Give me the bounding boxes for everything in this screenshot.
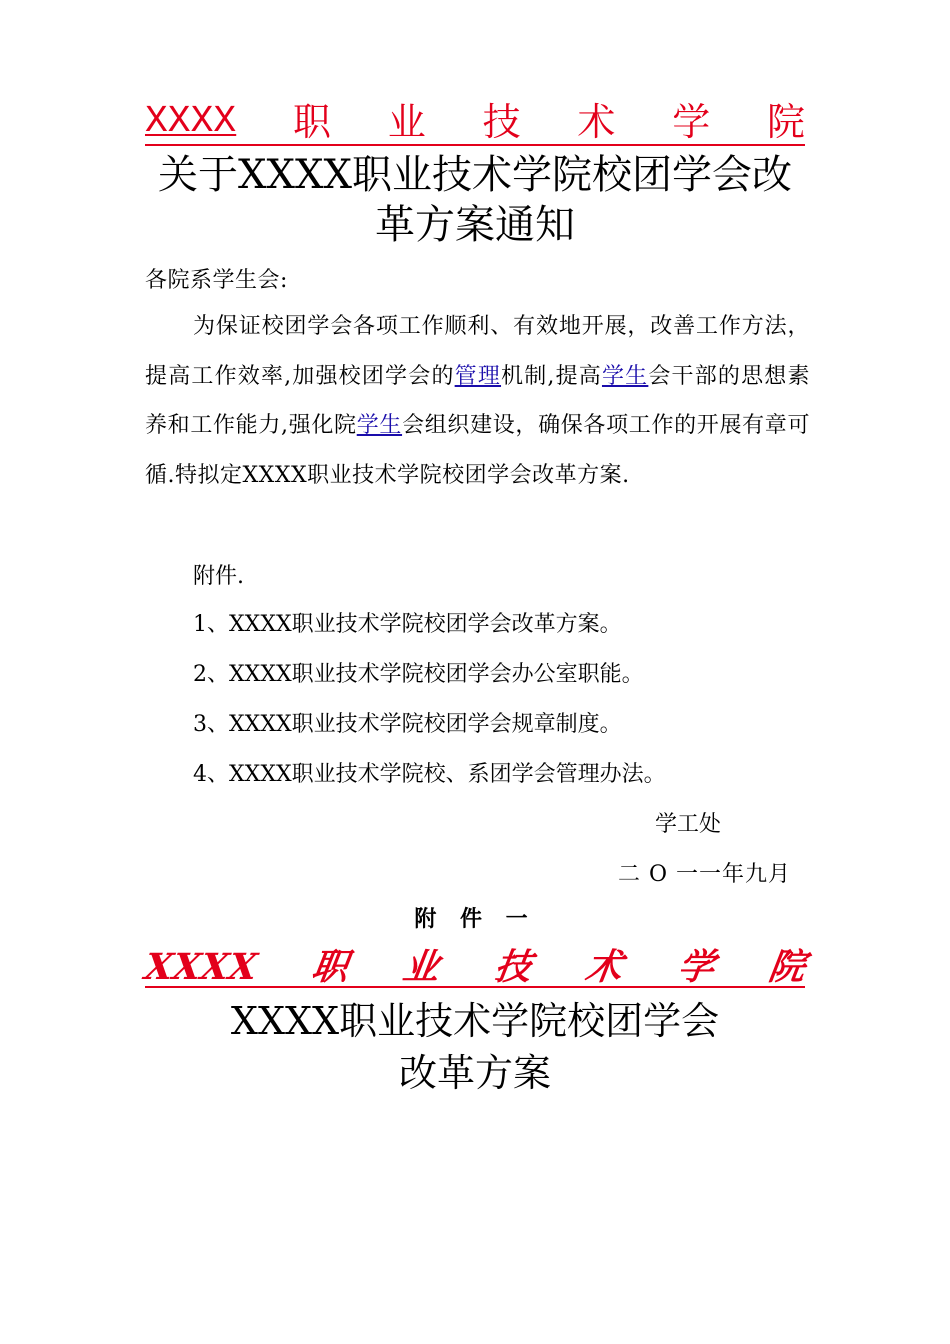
- letterhead-annex: [142, 946, 808, 988]
- notice-body: [145, 302, 810, 500]
- signature-department: 学工处: [655, 812, 722, 837]
- notice-title-line2: 革方案通知: [375, 202, 575, 248]
- attachment-item: 2、XXXX职业技术学院校团学会办公室职能。: [193, 662, 644, 687]
- letterhead-char: 技: [482, 100, 521, 144]
- letterhead-top: [145, 98, 805, 146]
- body-text-3: 会干部的思想素养和工作能力,强化院: [145, 363, 810, 438]
- notice-title: [145, 150, 805, 250]
- attachment-item: 3、XXXX职业技术学院校团学会规章制度。: [193, 712, 622, 737]
- link-student[interactable]: 学生: [601, 363, 649, 389]
- attachments-label: 附件.: [193, 564, 244, 589]
- letterhead-char: 院: [766, 100, 805, 144]
- body-text-1: 为保证校团学会各项工作顺利、有效地开展，改善工作方法，提高工作效率,加强校团学会的: [145, 314, 810, 389]
- body-text-4: 会组织建设，确保各项工作的开展有章可循.特拟定XXXX职业技术学院校团学会改革方案.: [145, 413, 810, 488]
- attachment-item: 1、XXXX职业技术学院校团学会改革方案。: [193, 612, 622, 637]
- letterhead-char: 术: [583, 946, 626, 988]
- letterhead-char: 职: [309, 946, 352, 988]
- letterhead-char: XXXX: [142, 946, 260, 988]
- signature-date: 二 O 一一年九月: [618, 862, 792, 887]
- letterhead-char: 学: [672, 100, 711, 144]
- link-management[interactable]: 管理: [454, 363, 502, 389]
- annex-heading: 附 件 一: [414, 907, 536, 932]
- notice-title-line1: 关于XXXX职业技术学院校团学会改: [158, 152, 792, 198]
- annex-title-line1: XXXX职业技术学院校团学会: [230, 999, 720, 1043]
- salutation: 各院系学生会:: [145, 268, 288, 293]
- letterhead-char: 业: [400, 946, 443, 988]
- letterhead-char: XXXX: [145, 100, 237, 143]
- letterhead-char: 学: [674, 946, 717, 988]
- link-student[interactable]: 学生: [356, 413, 403, 438]
- letterhead-char: 职: [293, 100, 332, 144]
- letterhead-char: 院: [766, 946, 808, 988]
- body-text-2: 机制,提高: [501, 363, 602, 389]
- letterhead-char: 业: [387, 100, 426, 144]
- letterhead-char: 技: [491, 946, 534, 988]
- annex-title-line2: 改革方案: [398, 1051, 551, 1095]
- attachment-item: 4、XXXX职业技术学院校、系团学会管理办法。: [193, 762, 666, 787]
- letterhead-char: 术: [577, 100, 616, 144]
